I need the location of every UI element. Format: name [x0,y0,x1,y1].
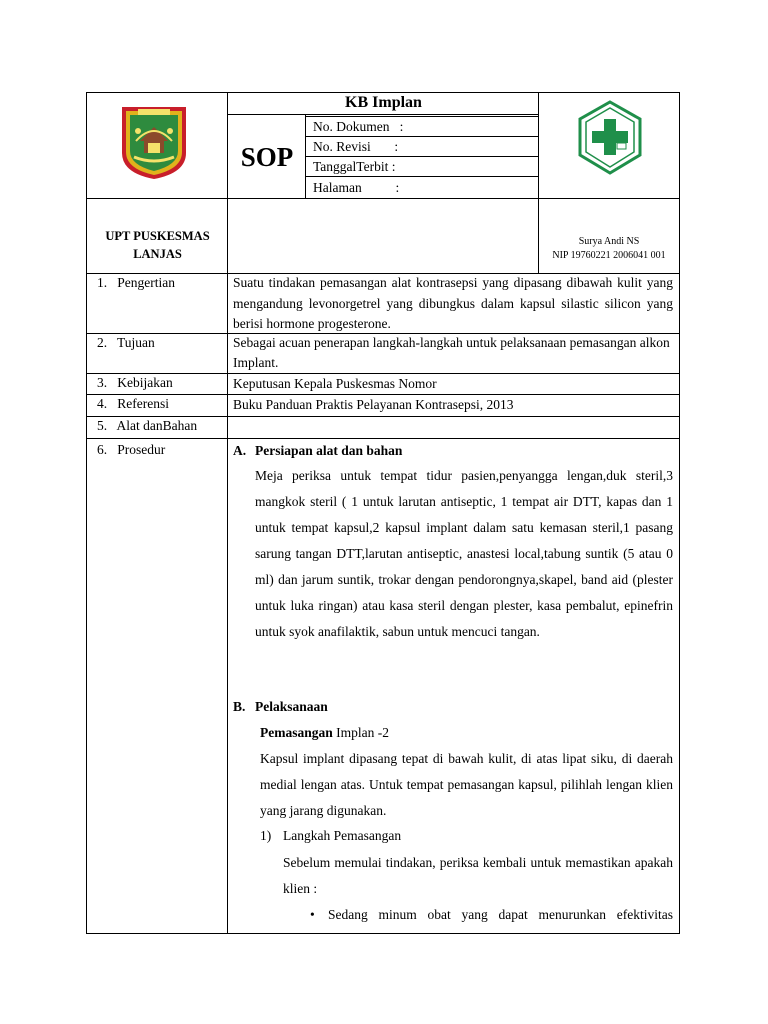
row-line-5 [86,438,680,439]
organization-line-2: LANJAS [133,247,182,261]
bullet-text-1: Sedang minum obat yang dapat menurunkan efektivitas [328,907,673,922]
meta-line-4 [305,176,538,177]
label-kebijakan: 3. Kebijakan [97,375,173,390]
column-divider [227,92,228,934]
doc-number-label: No. Dokumen : [313,119,404,134]
referensi-text: Buku Panduan Praktis Pelayanan Kontrasepsi, 2013 [233,397,514,412]
table-border-bottom [86,933,680,934]
subheading-pemasangan [260,723,389,743]
subheading-bold: Pemasangan [260,725,333,740]
section-b-marker: B. [233,699,246,714]
step1-marker: 1) [260,828,272,843]
organization-name [88,227,227,263]
section-b-text: Kapsul implant dipasang tepat di bawah kulit, di atas lipat siku, di daerah medial lengan atas. Untuk tempat pemasangan kapsul, pilihlah lengan klien yang jarang digunakan. [260,751,673,818]
signer-nip: NIP 19760221 2006041 001 [552,250,666,261]
label-prosedur: 6. Prosedur [97,442,166,457]
document-title: KB Implan [345,94,422,111]
organization-line-1: UPT PUSKESMAS [105,229,210,243]
sop-divider [305,114,306,198]
kebijakan-text: Keputusan Kepala Puskesmas Nomor [233,376,437,391]
pengertian-text: Suatu tindakan pemasangan alat kontrasepsi yang dipasang dibawah kulit yang mengandung levonorgetrel yang dibungkus dalam kapsul silastic silicon yang berisi hormone progesterone. [233,275,673,331]
title-line [228,114,538,115]
table-border-left [86,92,87,934]
label-alat-bahan: 5. Alat danBahan [97,418,198,433]
header-line [86,198,680,199]
section-b-title: Pelaksanaan [255,699,328,714]
section-a-text: Meja periksa untuk tempat tidur pasien,penyangga lengan,duk steril,3 mangkok steril ( 1 untuk larutan antiseptic, 1 tempat air DTT, kapas dan 1 untuk tempat kapsul,2 kapsul implant dalam satu kemasan steril,1 pasang sarung tangan DTT,larutan antiseptic, anastesi local,tabung suntik (5 atau 0 ml) dan jarum suntik, trokar dengan pendorongnya,skapel, band aid (plester untuk luka ringan) atau kasa steril dengan plester, kasa pembalut, epinefrin untuk syok anafilaktik, sabun untuk mencuci tangan. [255,468,673,639]
logo-divider [538,92,539,273]
label-referensi: 4. Referensi [97,396,169,411]
issue-date-label: TanggalTerbit : [313,159,396,174]
tujuan-text: Sebagai acuan penerapan langkah-langkah untuk pelaksanaan pemasangan alkon Implant. [233,335,670,370]
label-pengertian: 1. Pengertian [97,275,175,290]
regional-emblem-logo [118,101,190,181]
signer-name: Surya Andi NS [578,236,640,247]
label-tujuan: 2. Tujuan [97,335,155,350]
section-a-title: Persiapan alat dan bahan [255,443,403,458]
step1-title: Langkah Pemasangan [283,828,402,843]
bullet-dot-icon: • [310,907,315,922]
page-number-label: Halaman : [313,180,400,195]
step1-text: Sebelum memulai tindakan, periksa kembali untuk memastikan apakah klien : [283,855,673,896]
signature-block [540,235,678,263]
sop-label: SOP [240,141,294,172]
revision-label: No. Revisi : [313,139,399,154]
section-a-marker: A. [233,443,247,458]
table-border-right [679,92,680,934]
puskesmas-cross-logo [576,99,644,177]
subheading-rest: Implan -2 [336,725,390,740]
